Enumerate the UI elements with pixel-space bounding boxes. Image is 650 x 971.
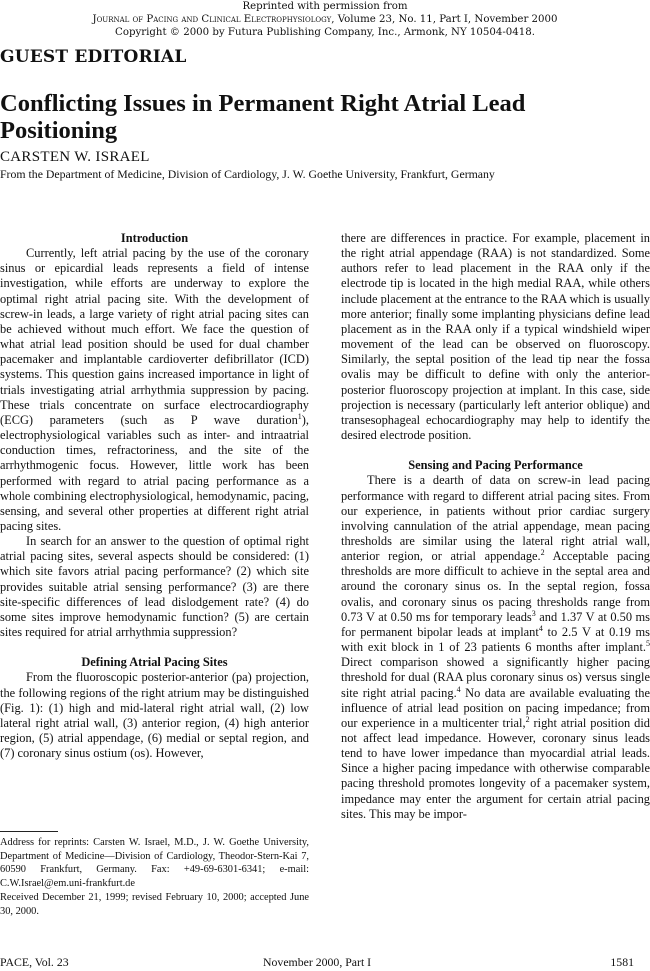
sensing-paragraph: There is a dearth of data on screw-in lead pacing performance with regard to different atrial pacing sites. From our experience, in patients without prior cardiac surgery involving cannulation of the atrial appendage, mean pacing thresholds are similar using the lateral right atrial wall, anterior region, or atrial appendage.$^2$ Acceptable pacing thresholds are more difficult to achieve in the septal area and around the coronary sinus os. In the septal region, fossa ovalis, and coronary sinus os pacing thresholds range from 0.73 V at 0.50 ms for temporary leads$^3$ and 1.37 V at 0.50 ms for permanent bipolar leads at implant$^4$ to 2.5 V at 0.19 ms with exit block in 1 of 23 patients 6 months after implant.$^5$ Direct comparison showed a significantly higher pacing threshold for dual (RAA plus coronary sinus os) versus single site right atrial pacing.$^4$ No data are available evaluating the influence of atrial lead position on pacing impedance; from our experience in a multicenter trial,$^2$ right atrial position did not affect lead impedance. However, coronary sinus leads tend to have lower impedance than myocardial atrial leads. Since a higher pacing impedance with otherwise comparable pacing threshold promotes longevity of a pacemaker system, impedance may enter the argument for certain atrial pacing sites. This may be impor-	[341, 473, 650, 821]
reprint-address: Address for reprints: Carsten W. Israel, M.D., J. W. Goethe University, Department of Medicine—Division of Cardiology, Theodor-Stern-Kai 7, 60590 Frankfurt, Germany. Fax: +49-69-6301-6341; e-mail: C.W.Israel@em.uni-frankfurt.de	[0, 837, 309, 889]
citation-ref: 4	[456, 684, 461, 694]
intro-paragraph-2: In search for an answer to the question of optimal right atrial pacing sites, several aspects should be considered: (1) which site favors atrial pacing performance? (2) which site provides suitable atrial sensing performance? (3) are there site-specific differences of lead dislodgement rate? (4) do some sites improve hemodynamic function? (5) are certain sites required for atrial arrhythmia suppression?	[0, 534, 309, 640]
received-dates: Received December 21, 1999; revised February 10, 2000; accepted June 30, 2000.	[0, 892, 309, 917]
intro-paragraph-1: Currently, left atrial pacing by the use of the coronary sinus or epicardial leads represents a field of intense investigation, while efforts are underway to explore the optimal right atrial pacing site. With the development of screw-in leads, a large variety of right atrial pacing sites can be achieved without much effort. We face the question of what atrial lead position should be used for dual chamber pacemaker and implantable cardioverter defibrillator (ICD) systems. This question gains increased importance in light of trials investigating atrial arrhythmia suppression by pacing. These trials concentrate on surface electrocardiography (ECG) parameters (such as P wave duration$^1$), electrophysiological variables such as inter- and intraatrial conduction times, refractoriness, and the site of the arrhythmogenic focus. However, little work has been performed with regard to atrial pacing performance as a whole combining electrophysiological, hemodynamic, pacing, sensing, and several other properties at different right atrial pacing sites.	[0, 246, 309, 533]
introduction-heading: Introduction	[120, 231, 189, 245]
footnote-rule	[0, 831, 58, 832]
section-label: GUEST EDITORIAL	[0, 47, 187, 67]
footer-date: November 2000, Part I	[263, 955, 372, 969]
journal-line	[0, 13, 650, 26]
left-column	[0, 231, 309, 761]
citation-ref: 3	[531, 608, 536, 618]
page-number: 1581	[610, 955, 634, 969]
right-column	[341, 231, 650, 822]
citation-ref: 4	[538, 623, 543, 633]
copyright-line: Copyright © 2000 by Futura Publishing Company, Inc., Armonk, NY 10504-0418.	[115, 27, 535, 38]
author-affiliation: From the Department of Medicine, Division of Cardiology, J. W. Goethe University, Frankfurt, Germany	[0, 167, 495, 181]
citation-ref: 2	[540, 548, 545, 557]
article-title: Conflicting Issues in Permanent Right Atrial Lead Positioning	[0, 90, 526, 144]
citation-ref: 1	[297, 411, 302, 421]
sites-heading: Defining Atrial Pacing Sites	[81, 655, 228, 670]
journal-name: Journal of Pacing and Clinical Electrophysiology	[92, 14, 332, 25]
journal-issue: , Volume 23, No. 11, Part I, November 2000	[331, 14, 558, 25]
reprint-note: Reprinted with permission from	[242, 1, 408, 12]
citation-ref: 5	[646, 638, 650, 648]
author-name: CARSTEN W. ISRAEL	[0, 149, 150, 165]
citation-ref: 2	[525, 714, 530, 724]
sites-continued-paragraph: there are differences in practice. For example, placement in the right atrial appendage (RAA) is not standardized. Some authors refer to lead placement in the RAA only if the electrode tip is located in the high medial RAA, while others include placement at the entrance to the RAA which is usually more anterior; finally some implanting physicians define lead placement as in the RAA only if a typical windshield wiper movement of the lead can be observed on fluoroscopy. Similarly, the septal position of the lead tip near the fossa ovalis may be difficult to define with only the anterior-posterior fluoroscopy projection at implant. In this case, side projection is necessary (particularly left anterior oblique) and transesophageal echocardiography may help to identify the desired electrode position.	[341, 231, 650, 443]
sensing-heading: Sensing and Pacing Performance	[408, 458, 583, 473]
footer-journal: PACE, Vol. 23	[0, 955, 69, 969]
sites-paragraph: From the fluoroscopic posterior-anterior (pa) projection, the following regions of the right atrium may be distinguished (Fig. 1): (1) high and mid-lateral right atrial wall, (2) low lateral right atrial wall, (3) anterior region, (4) high anterior region, (5) atrial appendage, (6) medial or septal region, and (7) coronary sinus ostium (os). However,	[0, 670, 309, 761]
